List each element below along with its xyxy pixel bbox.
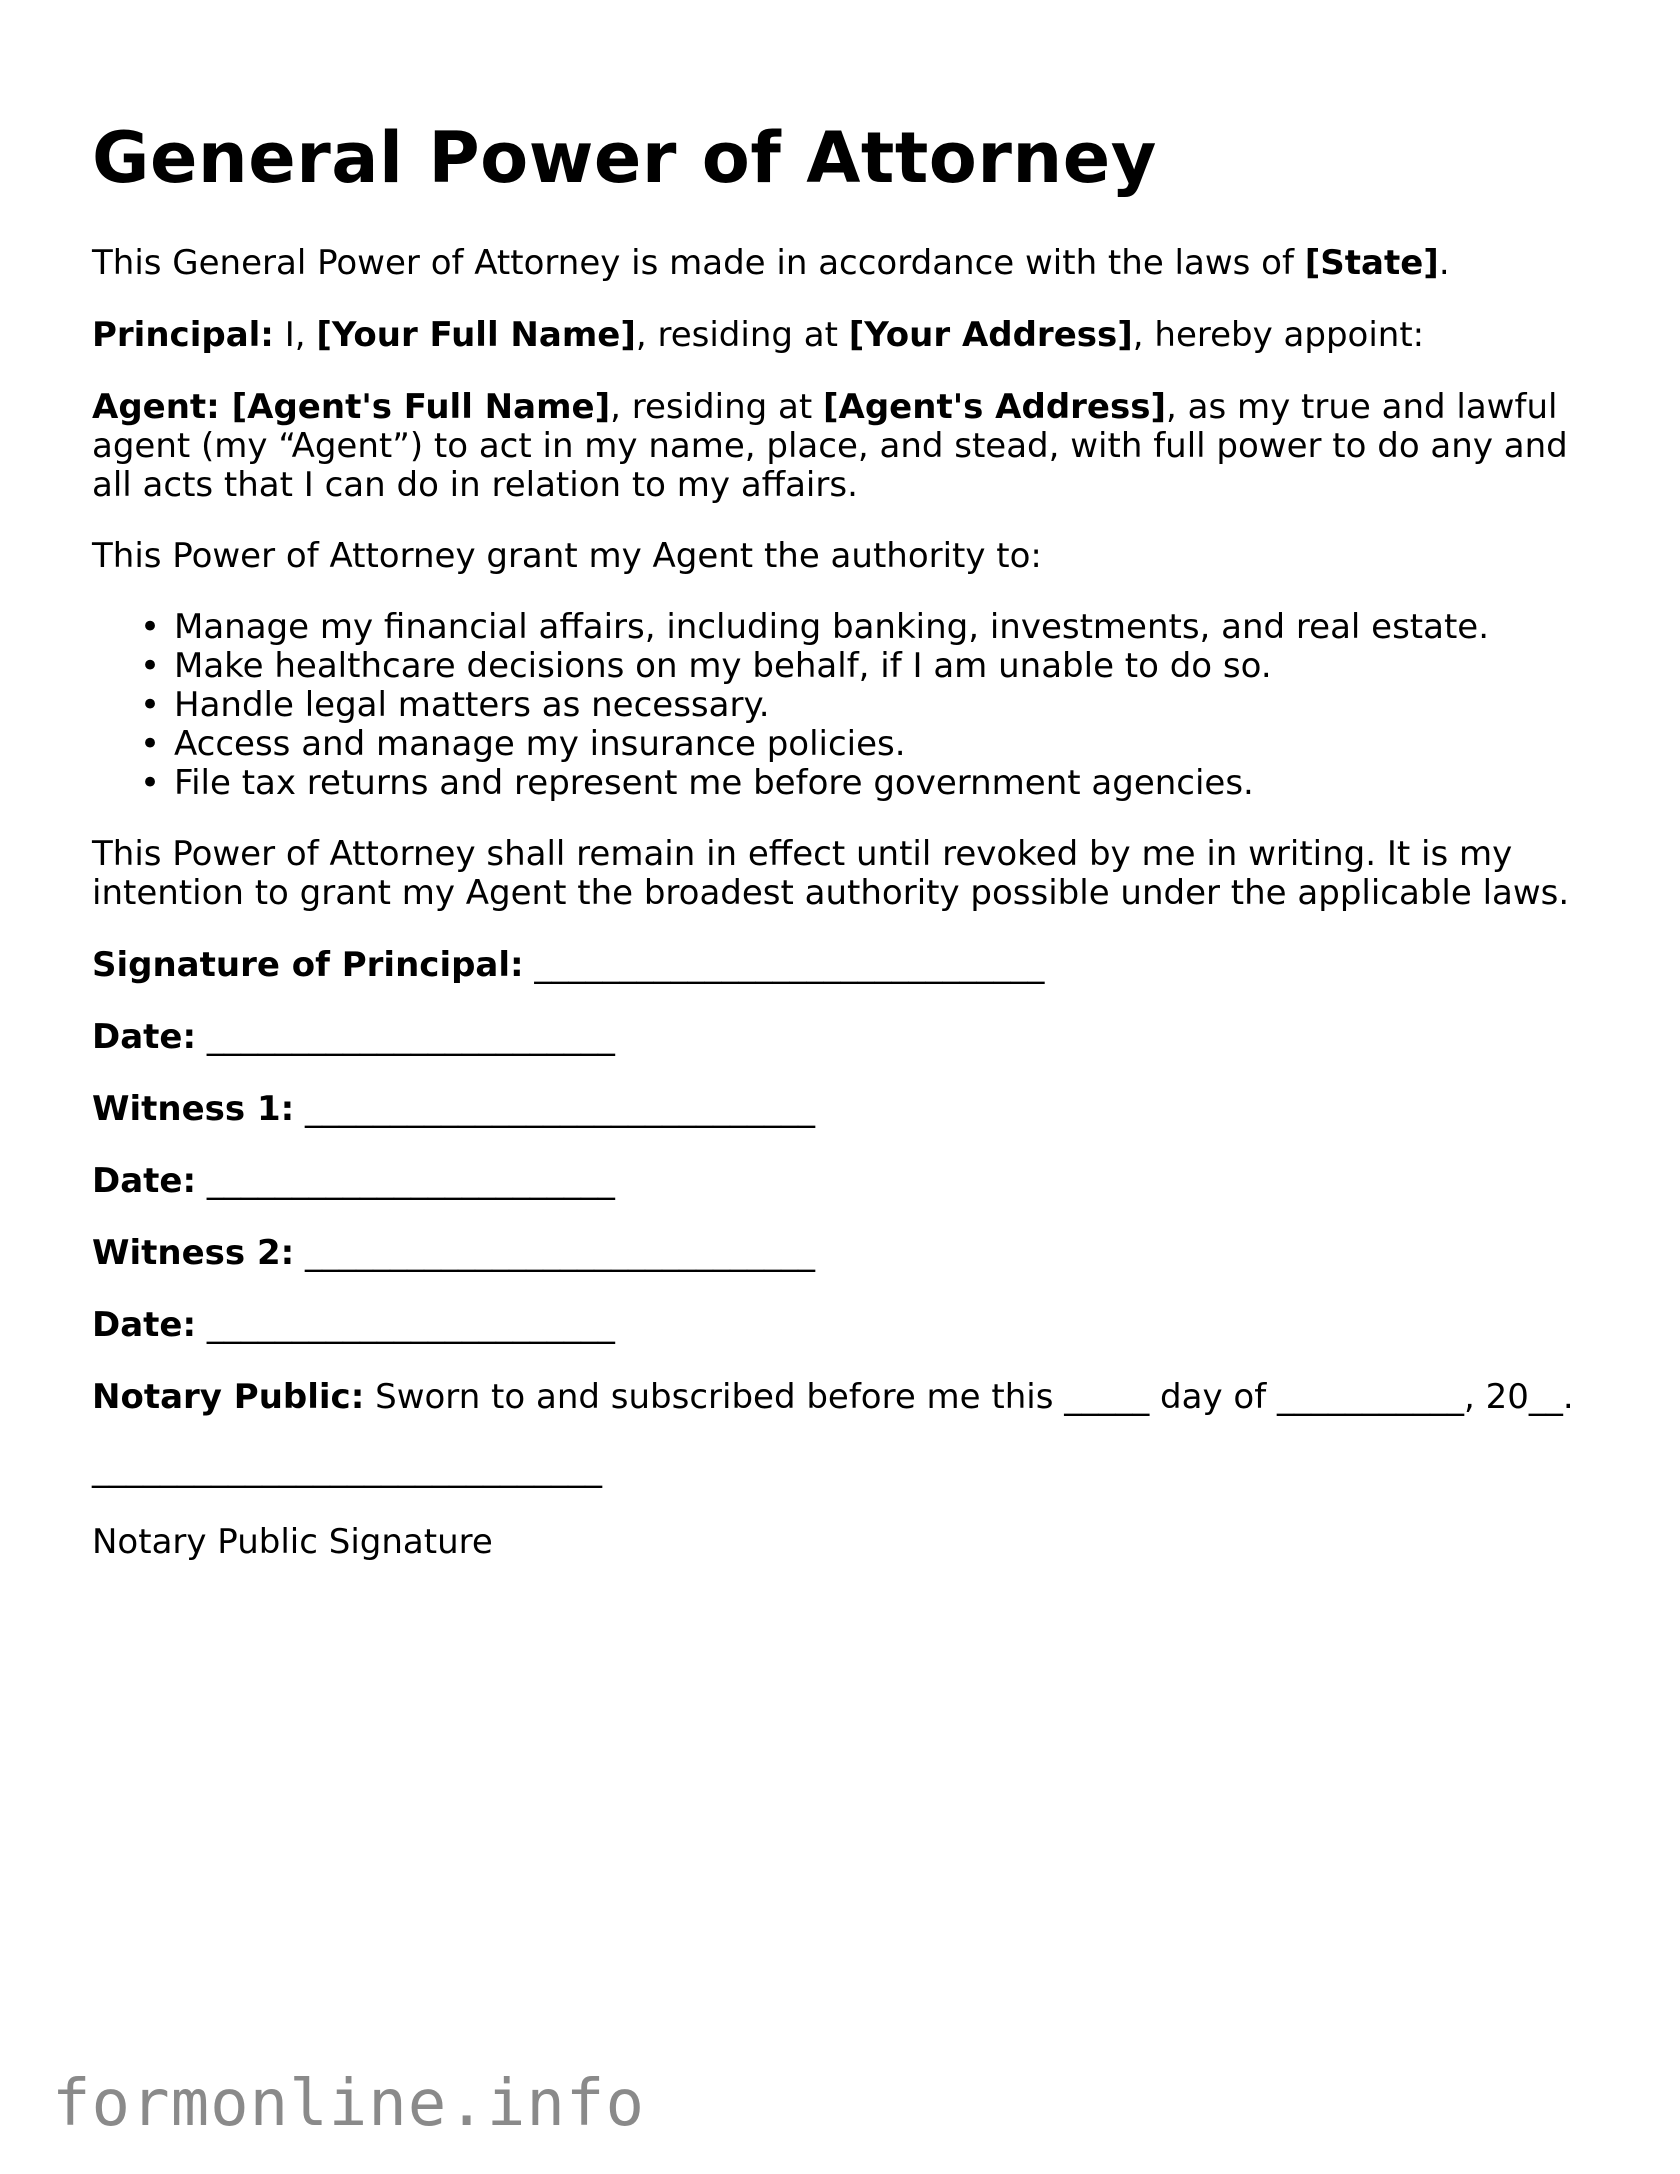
list-item — [140, 607, 1592, 647]
principal-label: Principal: — [92, 315, 274, 355]
signature-blank[interactable]: ______________________________ — [523, 945, 1045, 985]
witness-1-blank[interactable]: ______________________________ — [294, 1089, 816, 1129]
agent-text: , as my true and lawful agent (my “Agent”) to act in my name, place, and stead, with full power to do any and all acts that I can do in relation to my affairs. — [92, 387, 1568, 505]
agent-name-placeholder: [Agent's Full Name] — [231, 387, 611, 427]
principal-address-placeholder: [Your Address] — [848, 315, 1133, 355]
notary-signature-blank[interactable]: ______________________________ — [92, 1449, 602, 1489]
principal-text: , residing at — [635, 315, 849, 355]
list-item — [140, 685, 1592, 725]
list-item — [140, 646, 1592, 686]
bullet-icon: • — [140, 646, 161, 686]
principal-name-placeholder: [Your Full Name] — [316, 315, 636, 355]
witness-1-line[interactable] — [92, 1090, 1592, 1129]
list-item-text: Access and manage my insurance policies. — [174, 724, 906, 764]
bullet-icon: • — [140, 763, 161, 803]
document-page — [92, 110, 1592, 1562]
effect-paragraph: This Power of Attorney shall remain in effect until revoked by me in writing. It is my intention to grant my Agent the broadest authority possible under the applicable laws. — [92, 834, 1570, 913]
intro-paragraph — [92, 244, 1592, 283]
witness-2-blank[interactable]: ______________________________ — [294, 1233, 816, 1273]
date-label: Date: — [92, 1161, 197, 1201]
bullet-icon: • — [140, 685, 161, 725]
notary-signature-label: Notary Public Signature — [92, 1522, 493, 1562]
agent-text: , residing at — [610, 387, 823, 427]
watermark: formonline.info — [52, 2067, 645, 2141]
document-title: General Power of Attorney — [92, 117, 1157, 199]
date-blank[interactable]: ________________________ — [196, 1305, 615, 1345]
witness-1-date-line[interactable] — [92, 1162, 1592, 1201]
agent-paragraph — [92, 388, 1592, 505]
bullet-icon: • — [140, 607, 161, 647]
principal-signature-line[interactable] — [92, 946, 1592, 985]
notary-text: Sworn to and subscribed before me this _____ day of ___________, 20__. — [364, 1377, 1574, 1417]
intro-text: This General Power of Attorney is made in accordance with the laws of — [92, 243, 1305, 283]
witness-2-label: Witness 2: — [92, 1233, 295, 1273]
date-blank[interactable]: ________________________ — [196, 1017, 615, 1057]
signature-label: Signature of Principal: — [92, 945, 524, 985]
agent-address-placeholder: [Agent's Address] — [822, 387, 1167, 427]
list-item — [140, 724, 1592, 764]
date-label: Date: — [92, 1305, 197, 1345]
state-placeholder: [State] — [1304, 243, 1439, 283]
principal-text: , hereby appoint: — [1132, 315, 1425, 355]
list-item-text: Handle legal matters as necessary. — [174, 685, 770, 725]
witness-2-date-line[interactable] — [92, 1306, 1592, 1345]
witness-1-label: Witness 1: — [92, 1089, 295, 1129]
notary-label: Notary Public: — [92, 1377, 365, 1417]
date-blank[interactable]: ________________________ — [196, 1161, 615, 1201]
authority-intro: This Power of Attorney grant my Agent the authority to: — [92, 536, 1042, 576]
bullet-icon: • — [140, 724, 161, 764]
authority-list — [92, 608, 1592, 803]
agent-separator — [220, 387, 232, 427]
list-item-text: Make healthcare decisions on my behalf, if I am unable to do so. — [174, 646, 1272, 686]
date-label: Date: — [92, 1017, 197, 1057]
list-item-text: File tax returns and represent me before government agencies. — [174, 763, 1254, 803]
list-item — [140, 763, 1592, 803]
witness-2-line[interactable] — [92, 1234, 1592, 1273]
notary-paragraph — [92, 1378, 1592, 1417]
principal-text: I, — [273, 315, 317, 355]
principal-date-line[interactable] — [92, 1018, 1592, 1057]
list-item-text: Manage my financial affairs, including banking, investments, and real estate. — [174, 607, 1490, 647]
principal-paragraph — [92, 316, 1592, 355]
agent-label: Agent: — [92, 387, 220, 427]
intro-end: . — [1438, 243, 1450, 283]
